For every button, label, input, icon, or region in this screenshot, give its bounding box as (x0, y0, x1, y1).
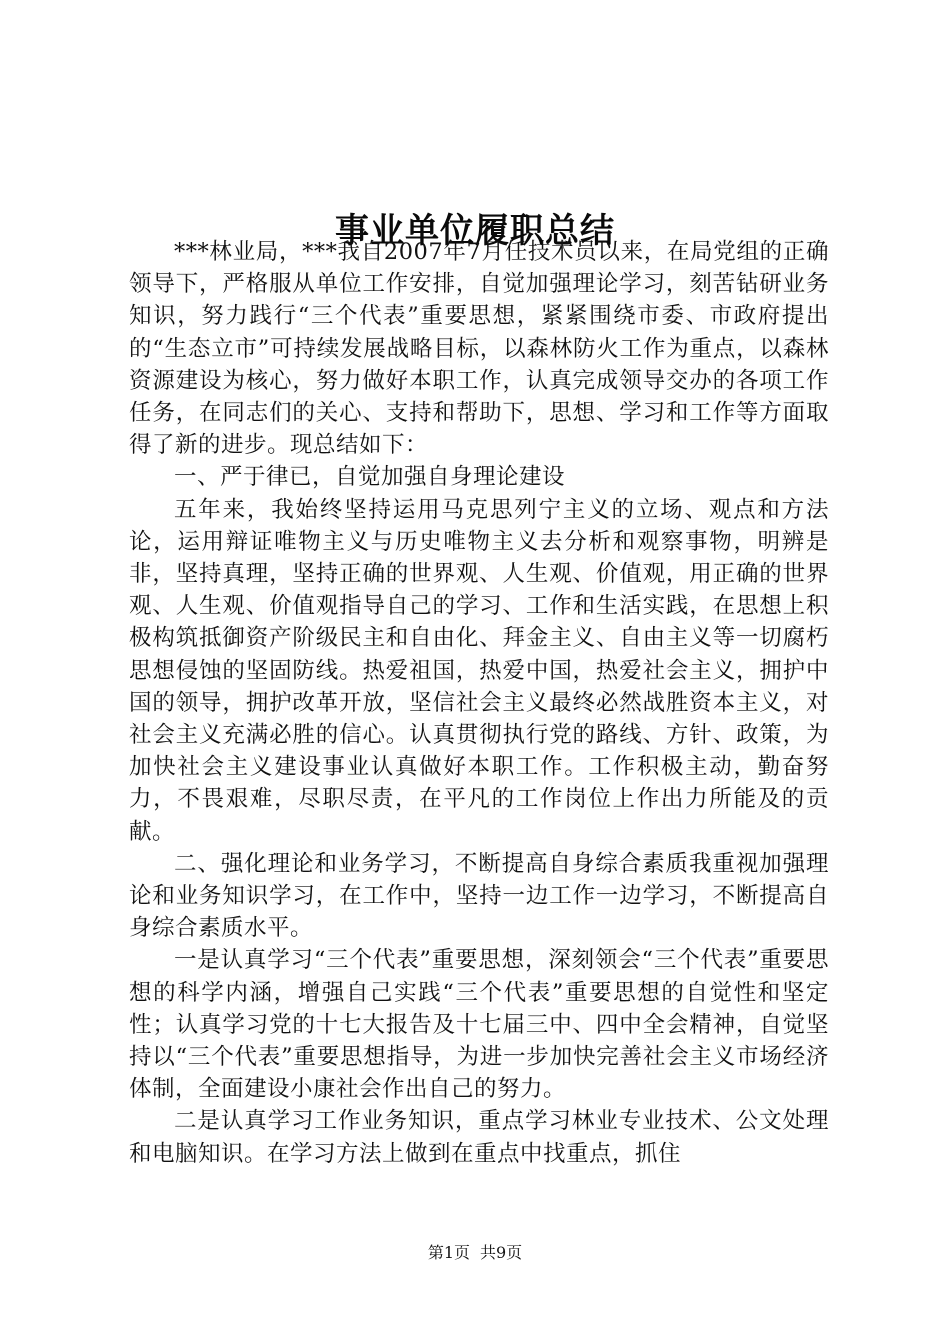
document-body (129, 236, 829, 1170)
section-1-paragraph: 五年来，我始终坚持运用马克思列宁主义的立场、观点和方法论，运用辩证唯物主义与历史唯物主义去分析和观察事物，明辨是非，坚持真理，坚持正确的世界观、人生观、价值观，用正确的世界观、人生观、价值观指导自己的学习、工作和生活实践，在思想上积极构筑抵御资产阶级民主和自由化、拜金主义、自由主义等一切腐朽思想侵蚀的坚固防线。热爱祖国，热爱中国，热爱社会主义，拥护中国的领导，拥护改革开放，坚信社会主义最终必然战胜资本主义，对社会主义充满必胜的信心。认真贯彻执行党的路线、方针、政策，为加快社会主义建设事业认真做好本职工作。工作积极主动，勤奋努力，不畏艰难，尽职尽责，在平凡的工作岗位上作出力所能及的贡献。 (129, 496, 829, 845)
section-2-item-2: 二是认真学习工作业务知识，重点学习林业专业技术、公文处理和电脑知识。在学习方法上做到在重点中找重点，抓住 (129, 1108, 829, 1167)
section-2-item-1: 一是认真学习“三个代表”重要思想，深刻领会“三个代表”重要思想的科学内涵，增强自己实践“三个代表”重要思想的自觉性和坚定性；认真学习党的十七大报告及十七届三中、四中全会精神，自觉坚持以“三个代表”重要思想指导，为进一步加快完善社会主义市场经济体制，全面建设小康社会作出自己的努力。 (129, 947, 829, 1103)
intro-paragraph: ***林业局，***我自2007年7月任技术员以来，在局党组的正确领导下，严格服从单位工作安排，自觉加强理论学习，刻苦钻研业务知识，努力践行“三个代表”重要思想，紧紧围绕市委、市政府提出的“生态立市”可持续发展战略目标，以森林防火工作为重点，以森林资源建设为核心，努力做好本职工作，认真完成领导交办的各项工作任务，在同志们的关心、支持和帮助下，思想、学习和工作等方面取得了新的进步。现总结如下： (129, 239, 829, 459)
document-title: 事业单位履职总结 (335, 210, 615, 251)
page-total: 共9页 (480, 1243, 523, 1262)
page-number: 第1页 (427, 1243, 470, 1262)
section-heading-1: 一、严于律已，自觉加强自身理论建设 (174, 464, 566, 491)
section-heading-2: 二、强化理论和业务学习，不断提高自身综合素质我重视加强理论和业务知识学习，在工作中，坚持一边工作一边学习，不断提高自身综合素质水平。 (129, 850, 829, 942)
page-footer (0, 1241, 950, 1265)
